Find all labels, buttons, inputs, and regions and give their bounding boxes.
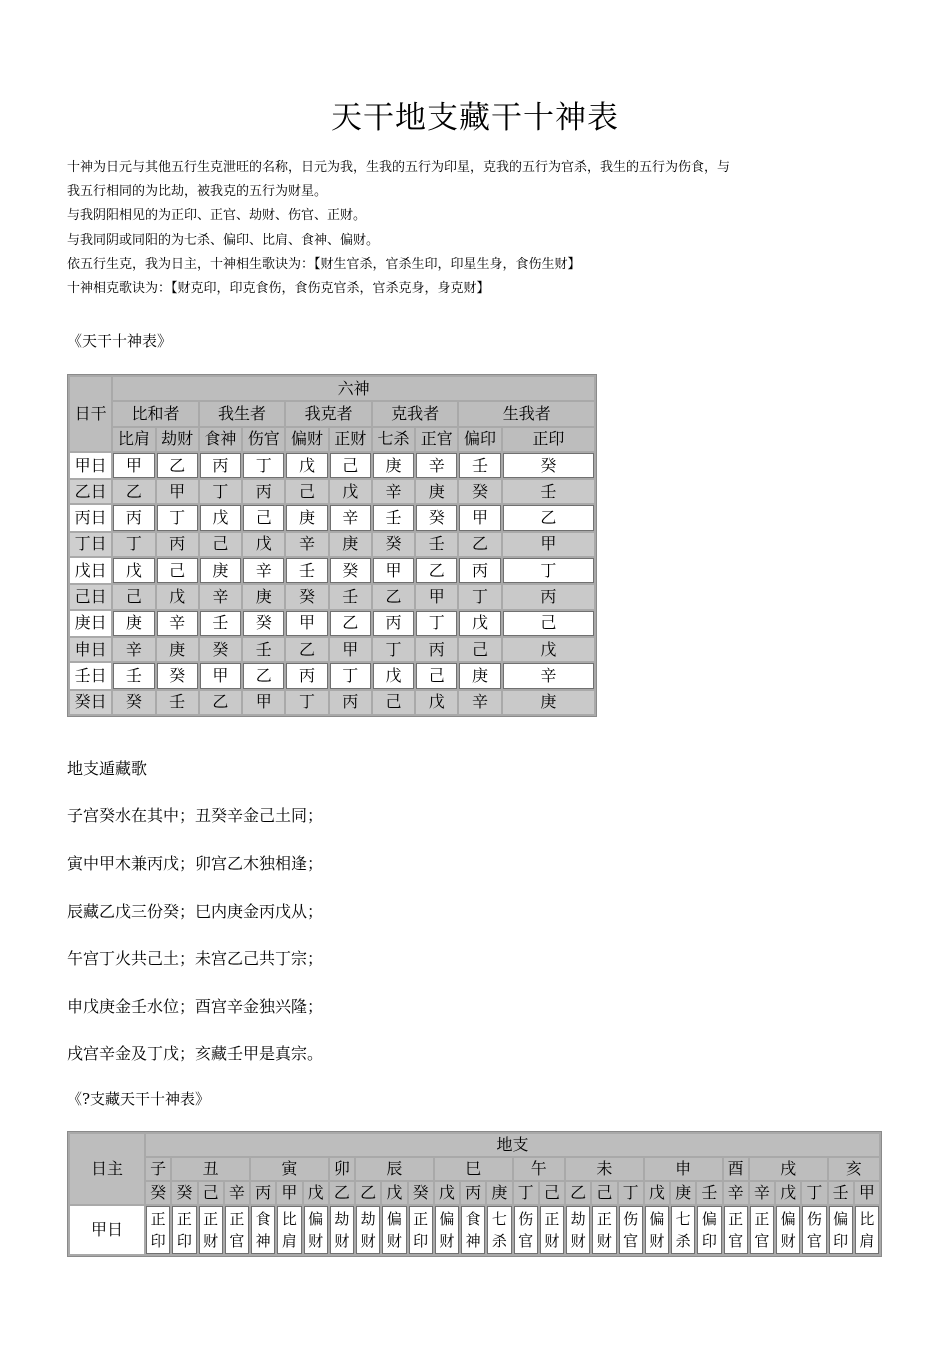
branch-row xyxy=(70,1158,879,1180)
branch-header: 子 xyxy=(146,1158,170,1180)
god-cell: 比肩 xyxy=(277,1206,301,1254)
stem-cell: 辛 xyxy=(503,663,594,688)
stem-cell: 甲 xyxy=(200,663,241,688)
group-header: 生我者 xyxy=(459,402,594,425)
stem-cell: 癸 xyxy=(243,611,284,636)
stem-cell: 己 xyxy=(243,505,284,530)
stem-cell: 癸 xyxy=(286,585,327,608)
branch-header: 亥 xyxy=(829,1158,880,1180)
stem-cell: 甲 xyxy=(243,691,284,714)
stem-header: 甲 xyxy=(855,1182,879,1204)
stem-header: 癸 xyxy=(409,1182,433,1204)
stem-cell: 己 xyxy=(373,691,414,714)
stem-cell: 甲 xyxy=(286,611,327,636)
stem-cell: 辛 xyxy=(459,691,500,714)
god-cell: 偏财 xyxy=(382,1206,406,1254)
stem-cell: 辛 xyxy=(373,480,414,503)
god-cell: 正印 xyxy=(172,1206,196,1254)
intro-line: 依五行生克，我为日主，十神相生歌诀为：【财生官杀，官杀生印，印星生身，食伤生财】 xyxy=(67,256,581,272)
group-row xyxy=(70,402,594,425)
stem-cell: 辛 xyxy=(243,558,284,583)
table-row xyxy=(70,585,594,608)
table-row xyxy=(70,505,594,530)
stem-cell: 丙 xyxy=(157,533,198,556)
stem-header: 己 xyxy=(540,1182,564,1204)
stem-cell: 戊 xyxy=(416,691,457,714)
day-label: 甲日 xyxy=(70,1206,144,1254)
stem-header: 壬 xyxy=(697,1182,721,1204)
stem-cell: 壬 xyxy=(416,533,457,556)
header-row xyxy=(70,377,594,400)
god-header: 七杀 xyxy=(373,428,414,451)
god-header: 劫财 xyxy=(157,428,198,451)
god-cell: 正官 xyxy=(225,1206,249,1254)
stem-cell: 乙 xyxy=(373,585,414,608)
corner-cell: 日主 xyxy=(70,1134,144,1204)
branch-header: 卯 xyxy=(330,1158,354,1180)
stem-cell: 壬 xyxy=(286,558,327,583)
stem-cell: 庚 xyxy=(286,505,327,530)
stem-cell: 丁 xyxy=(459,585,500,608)
stem-cell: 壬 xyxy=(459,453,500,478)
stem-header: 戊 xyxy=(382,1182,406,1204)
stem-cell: 丙 xyxy=(416,638,457,661)
god-cell: 偏财 xyxy=(304,1206,328,1254)
stem-cell: 庚 xyxy=(157,638,198,661)
intro-line: 十神相克歌诀为：【财克印，印克食伤，食伤克官杀，官杀克身，身克财】 xyxy=(67,281,490,297)
day-label: 丙日 xyxy=(70,505,111,530)
stem-header: 己 xyxy=(199,1182,223,1204)
stem-row xyxy=(70,1182,879,1204)
branch-header: 辰 xyxy=(356,1158,433,1180)
intro-line: 十神为日元与其他五行生克泄旺的名称，日元为我，生我的五行为印星，克我的五行为官杀，我生的五行为伤食，与 xyxy=(67,160,731,175)
branch-header: 丑 xyxy=(172,1158,249,1180)
stem-cell: 戊 xyxy=(503,638,594,661)
stem-header: 庚 xyxy=(487,1182,511,1204)
god-header: 偏印 xyxy=(459,428,500,451)
stem-cell: 壬 xyxy=(373,505,414,530)
stem-cell: 丁 xyxy=(330,663,371,688)
stem-cell: 庚 xyxy=(243,585,284,608)
stem-cell: 丙 xyxy=(200,453,241,478)
stem-cell: 癸 xyxy=(416,505,457,530)
stem-header: 戊 xyxy=(304,1182,328,1204)
stem-header: 己 xyxy=(592,1182,616,1204)
stem-cell: 己 xyxy=(157,558,198,583)
stem-header: 庚 xyxy=(671,1182,695,1204)
god-cell: 正官 xyxy=(724,1206,748,1254)
stem-cell: 丁 xyxy=(113,533,154,556)
branch-header: 午 xyxy=(514,1158,565,1180)
table-row xyxy=(70,611,594,636)
day-label: 癸日 xyxy=(70,691,111,714)
day-label: 庚日 xyxy=(70,611,111,636)
stem-header: 甲 xyxy=(277,1182,301,1204)
table2-caption: 《?支藏天干十神表》 xyxy=(67,1090,211,1108)
stem-cell: 己 xyxy=(330,453,371,478)
song-line: 子宫癸水在其中；丑癸辛金己土同； xyxy=(67,806,324,825)
stem-header: 壬 xyxy=(829,1182,853,1204)
stem-cell: 乙 xyxy=(200,691,241,714)
stem-cell: 癸 xyxy=(459,480,500,503)
stem-cell: 癸 xyxy=(200,638,241,661)
stem-cell: 己 xyxy=(200,533,241,556)
stem-cell: 乙 xyxy=(459,533,500,556)
intro-paragraph xyxy=(67,156,827,301)
stem-cell: 戊 xyxy=(286,453,327,478)
god-cell: 正印 xyxy=(146,1206,170,1254)
stem-cell: 己 xyxy=(459,638,500,661)
stem-cell: 壬 xyxy=(243,638,284,661)
god-cell: 偏财 xyxy=(645,1206,669,1254)
corner-cell: 日干 xyxy=(70,377,111,451)
stem-header: 丁 xyxy=(619,1182,643,1204)
stem-cell: 己 xyxy=(286,480,327,503)
god-header: 比肩 xyxy=(113,428,154,451)
god-cell: 食神 xyxy=(461,1206,485,1254)
god-cell: 正印 xyxy=(409,1206,433,1254)
stem-cell: 戊 xyxy=(157,585,198,608)
stem-cell: 庚 xyxy=(459,663,500,688)
stem-cell: 甲 xyxy=(459,505,500,530)
stem-header: 辛 xyxy=(724,1182,748,1204)
god-cell: 正财 xyxy=(592,1206,616,1254)
branch-hidden-stems-table xyxy=(67,1131,882,1257)
stem-header: 丁 xyxy=(514,1182,538,1204)
stem-cell: 戊 xyxy=(113,558,154,583)
stem-cell: 辛 xyxy=(113,638,154,661)
god-row xyxy=(70,428,594,451)
table-row xyxy=(70,558,594,583)
stem-cell: 丙 xyxy=(373,611,414,636)
stem-cell: 辛 xyxy=(330,505,371,530)
god-cell: 偏印 xyxy=(697,1206,721,1254)
song-title: 地支遁藏歌 xyxy=(67,759,148,778)
stem-cell: 甲 xyxy=(113,453,154,478)
top-header: 六神 xyxy=(113,377,594,400)
stem-cell: 庚 xyxy=(503,691,594,714)
branch-header: 酉 xyxy=(724,1158,748,1180)
stem-header: 辛 xyxy=(225,1182,249,1204)
stem-header: 乙 xyxy=(566,1182,590,1204)
table-row xyxy=(70,480,594,503)
group-header: 比和者 xyxy=(113,402,198,425)
song-line: 辰藏乙戊三份癸；巳内庚金丙戊从； xyxy=(67,902,324,921)
stem-header: 辛 xyxy=(750,1182,774,1204)
god-header: 伤官 xyxy=(243,428,284,451)
heavenly-stems-ten-gods-table xyxy=(67,374,597,717)
stem-cell: 丁 xyxy=(243,453,284,478)
god-header: 偏财 xyxy=(286,428,327,451)
stem-cell: 壬 xyxy=(503,480,594,503)
god-cell: 劫财 xyxy=(566,1206,590,1254)
god-cell: 偏财 xyxy=(435,1206,459,1254)
table-row xyxy=(70,453,594,478)
stem-cell: 癸 xyxy=(503,453,594,478)
stem-cell: 戊 xyxy=(373,663,414,688)
stem-header: 乙 xyxy=(356,1182,380,1204)
stem-header: 乙 xyxy=(330,1182,354,1204)
intro-line: 我五行相同的为比劫，被我克的五行为财星。 xyxy=(67,184,328,200)
stem-cell: 甲 xyxy=(373,558,414,583)
stem-cell: 庚 xyxy=(200,558,241,583)
stem-cell: 乙 xyxy=(157,453,198,478)
god-cell: 伤官 xyxy=(514,1206,538,1254)
god-header: 食神 xyxy=(200,428,241,451)
stem-cell: 丁 xyxy=(373,638,414,661)
stem-header: 戊 xyxy=(776,1182,800,1204)
stem-cell: 乙 xyxy=(243,663,284,688)
stem-cell: 丙 xyxy=(286,663,327,688)
stem-header: 丁 xyxy=(802,1182,826,1204)
god-cell: 比肩 xyxy=(855,1206,879,1254)
day-label: 乙日 xyxy=(70,480,111,503)
god-cell: 伤官 xyxy=(619,1206,643,1254)
stem-cell: 戊 xyxy=(243,533,284,556)
group-header: 我克者 xyxy=(286,402,371,425)
stem-cell: 乙 xyxy=(113,480,154,503)
page-title: 天干地支藏干十神表 xyxy=(331,100,619,136)
god-cell: 偏印 xyxy=(829,1206,853,1254)
god-cell: 七杀 xyxy=(487,1206,511,1254)
god-header: 正印 xyxy=(503,428,594,451)
god-cell: 正财 xyxy=(199,1206,223,1254)
branch-header: 未 xyxy=(566,1158,643,1180)
stem-cell: 丁 xyxy=(416,611,457,636)
stem-header: 戊 xyxy=(645,1182,669,1204)
stem-cell: 丁 xyxy=(200,480,241,503)
god-cell: 食神 xyxy=(251,1206,275,1254)
stem-cell: 辛 xyxy=(286,533,327,556)
stem-header: 癸 xyxy=(146,1182,170,1204)
stem-cell: 癸 xyxy=(373,533,414,556)
table-row xyxy=(70,533,594,556)
stem-cell: 己 xyxy=(113,585,154,608)
god-cell: 劫财 xyxy=(356,1206,380,1254)
stem-cell: 丙 xyxy=(113,505,154,530)
song-line: 戌宫辛金及丁戊；亥藏壬甲是真宗。 xyxy=(67,1044,324,1063)
god-cell: 劫财 xyxy=(330,1206,354,1254)
table-row xyxy=(70,691,594,714)
table-row xyxy=(70,638,594,661)
song-line: 寅中甲木兼丙戊；卯宫乙木独相逢； xyxy=(67,854,324,873)
group-header: 克我者 xyxy=(373,402,458,425)
day-label: 壬日 xyxy=(70,663,111,688)
stem-header: 丙 xyxy=(251,1182,275,1204)
stem-cell: 庚 xyxy=(113,611,154,636)
god-cell: 伤官 xyxy=(802,1206,826,1254)
stem-cell: 丁 xyxy=(157,505,198,530)
stem-cell: 辛 xyxy=(416,453,457,478)
stem-header: 戊 xyxy=(435,1182,459,1204)
stem-cell: 癸 xyxy=(330,558,371,583)
stem-cell: 癸 xyxy=(157,663,198,688)
stem-cell: 乙 xyxy=(286,638,327,661)
stem-cell: 戊 xyxy=(459,611,500,636)
stem-cell: 乙 xyxy=(330,611,371,636)
stem-cell: 甲 xyxy=(503,533,594,556)
top-header: 地支 xyxy=(146,1134,879,1156)
table-row xyxy=(70,1206,879,1254)
stem-cell: 己 xyxy=(503,611,594,636)
branch-header: 巳 xyxy=(435,1158,512,1180)
god-cell: 偏财 xyxy=(776,1206,800,1254)
god-cell: 正财 xyxy=(540,1206,564,1254)
stem-cell: 癸 xyxy=(113,691,154,714)
branch-header: 申 xyxy=(645,1158,722,1180)
stem-cell: 壬 xyxy=(113,663,154,688)
header-row xyxy=(70,1134,879,1156)
god-header: 正官 xyxy=(416,428,457,451)
stem-cell: 壬 xyxy=(157,691,198,714)
stem-cell: 辛 xyxy=(157,611,198,636)
stem-cell: 庚 xyxy=(373,453,414,478)
stem-cell: 丁 xyxy=(503,558,594,583)
stem-cell: 戊 xyxy=(330,480,371,503)
intro-line: 与我阴阳相见的为正印、正官、劫财、伤官、正财。 xyxy=(67,208,367,224)
stem-cell: 甲 xyxy=(416,585,457,608)
stem-cell: 戊 xyxy=(200,505,241,530)
branch-header: 戌 xyxy=(750,1158,827,1180)
stem-cell: 壬 xyxy=(200,611,241,636)
song-line: 申戊庚金壬水位；酉宫辛金独兴隆； xyxy=(67,997,324,1016)
god-header: 正财 xyxy=(330,428,371,451)
stem-header: 癸 xyxy=(172,1182,196,1204)
table-row xyxy=(70,663,594,688)
stem-cell: 丁 xyxy=(286,691,327,714)
branch-header: 寅 xyxy=(251,1158,328,1180)
stem-header: 丙 xyxy=(461,1182,485,1204)
stem-cell: 壬 xyxy=(330,585,371,608)
stem-cell: 己 xyxy=(416,663,457,688)
table1-caption: 《天干十神表》 xyxy=(67,332,173,350)
stem-cell: 丙 xyxy=(459,558,500,583)
stem-cell: 乙 xyxy=(416,558,457,583)
day-label: 甲日 xyxy=(70,453,111,478)
stem-cell: 乙 xyxy=(503,505,594,530)
stem-cell: 甲 xyxy=(157,480,198,503)
intro-line: 与我同阴或同阳的为七杀、偏印、比肩、食神、偏财。 xyxy=(67,232,380,248)
god-cell: 正官 xyxy=(750,1206,774,1254)
group-header: 我生者 xyxy=(200,402,285,425)
day-label: 丁日 xyxy=(70,533,111,556)
stem-cell: 丙 xyxy=(330,691,371,714)
stem-cell: 庚 xyxy=(416,480,457,503)
stem-cell: 丙 xyxy=(503,585,594,608)
stem-cell: 庚 xyxy=(330,533,371,556)
stem-cell: 丙 xyxy=(243,480,284,503)
day-label: 己日 xyxy=(70,585,111,608)
song-line: 午宫丁火共己土；未宫乙己共丁宗； xyxy=(67,949,324,968)
stem-cell: 甲 xyxy=(330,638,371,661)
god-cell: 七杀 xyxy=(671,1206,695,1254)
day-label: 戊日 xyxy=(70,558,111,583)
day-label: 申日 xyxy=(70,638,111,661)
stem-cell: 辛 xyxy=(200,585,241,608)
